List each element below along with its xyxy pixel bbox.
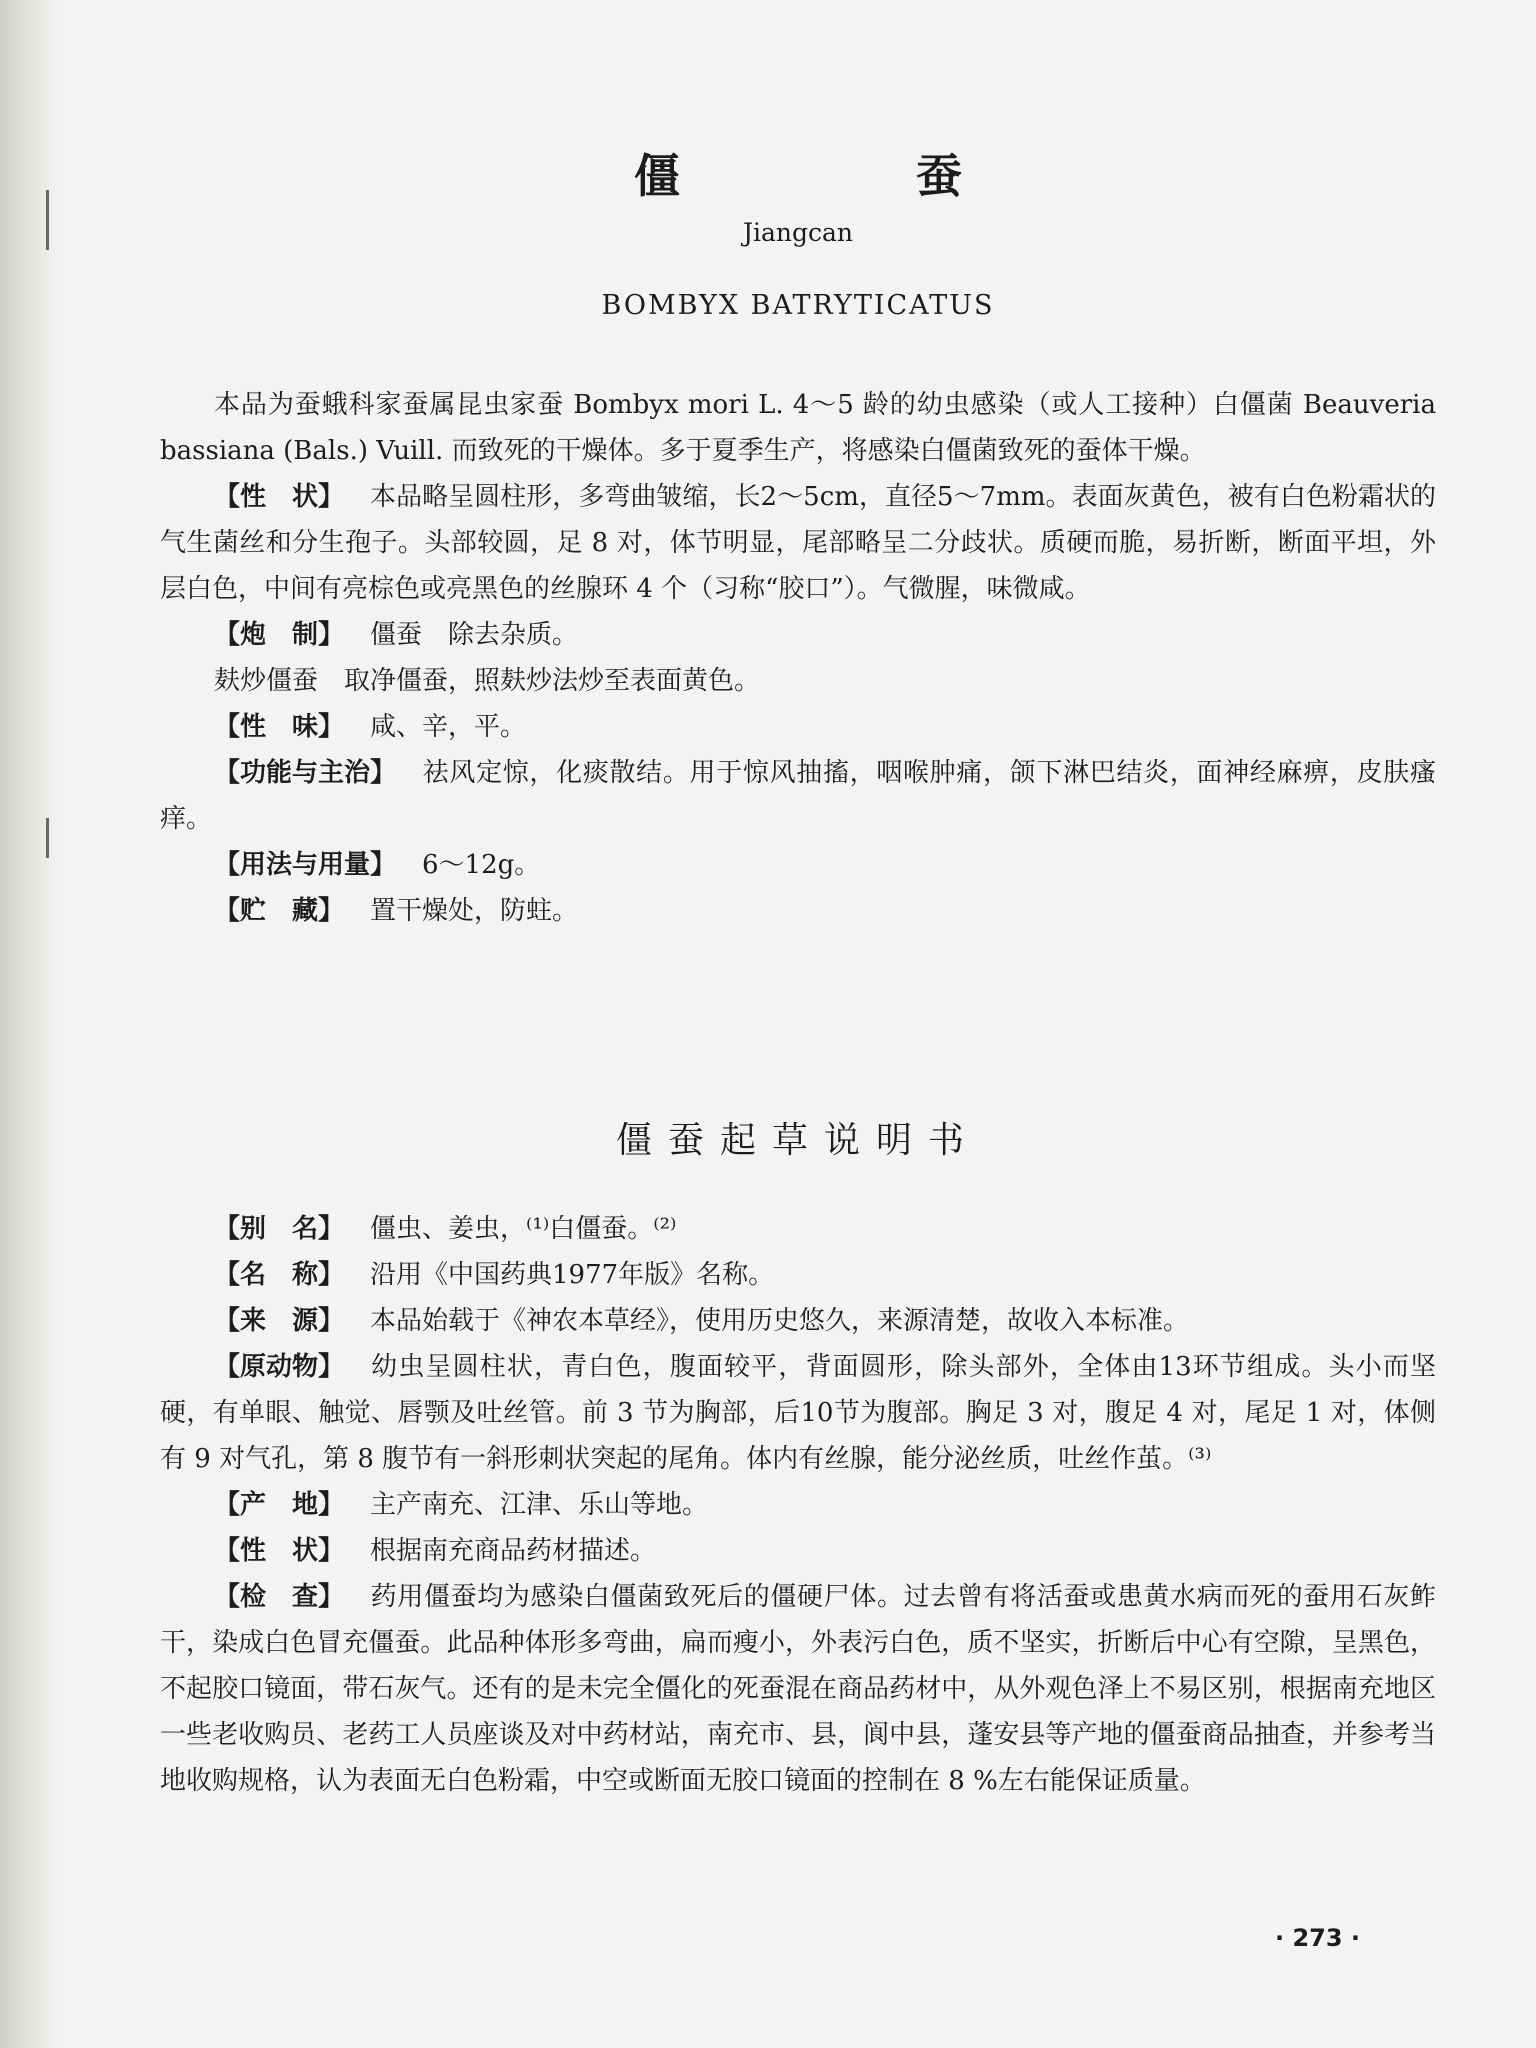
section-text: 置干燥处，防蛀。 — [370, 896, 579, 926]
page-binding-shadow — [0, 0, 60, 2048]
note-alias — [160, 1206, 1436, 1252]
section-text: 6～12g。 — [422, 850, 541, 880]
intro-paragraph: 本品为蚕蛾科家蚕属昆虫家蚕 Bombyx mori L. 4～5 龄的幼虫感染（或人工接种）白僵菌 Beauveria bassiana (Bals.) Vuill. 而致死的干燥体。多于夏季生产，将感染白僵菌致死的蚕体干燥。 — [160, 390, 1436, 466]
note-inspection — [160, 1574, 1436, 1804]
section-dosage — [160, 842, 1436, 888]
note-label: 【性 状】 — [214, 1536, 345, 1566]
note-text: 本品始载于《神农本草经》，使用历史悠久，来源清楚，故收入本标准。 — [370, 1306, 1190, 1336]
latin-title: BOMBYX BATRYTICATUS — [601, 290, 995, 321]
note-label: 【来 源】 — [214, 1306, 345, 1336]
section-processing-bran: 麸炒僵蚕 取净僵蚕，照麸炒法炒至表面黄色。 — [214, 666, 761, 696]
section-text: 咸、辛，平。 — [370, 712, 527, 742]
note-text: 僵虫、姜虫，⁽¹⁾白僵蚕。⁽²⁾ — [370, 1214, 677, 1244]
section-processing — [160, 612, 1436, 658]
note-text: 药用僵蚕均为感染白僵菌致死后的僵硬尸体。过去曾有将活蚕或患黄水病而死的蚕用石灰鲊干，染成白色冒充僵蚕。此品种体形多弯曲，扁而瘦小，外表污白色，质不坚实，折断后中心有空隙，呈黑色，不起胶口镜面，带石灰气。还有的是未完全僵化的死蚕混在商品药材中，从外观色泽上不易区别，根据南充地区一些老收购员、老药工人员座谈及对中药材站，南充市、县，阆中县，蓬安县等产地的僵蚕商品抽查，并参考当地收购规格，认为表面无白色粉霜，中空或断面无胶口镜面的控制在 8 %左右能保证质量。 — [160, 1582, 1436, 1796]
note-text: 幼虫呈圆柱状，青白色，腹面较平，背面圆形，除头部外，全体由13环节组成。头小而坚硬，有单眼、触觉、唇颚及吐丝管。前 3 节为胸部，后10节为腹部。胸足 3 对，腹足 4 对，尾足 1 对，体侧有 9 对气孔，第 8 腹节有一斜形刺状突起的尾角。体内有丝腺，能分泌丝质，吐丝作茧。⁽³⁾ — [160, 1352, 1436, 1474]
section-label: 【性 状】 — [214, 482, 345, 512]
note-origin — [160, 1482, 1436, 1528]
section-text: 僵蚕 除去杂质。 — [370, 620, 579, 650]
page-title: 僵 蚕 — [633, 149, 1072, 203]
page-number: · 273 · — [1275, 1924, 1361, 1952]
note-properties — [160, 1528, 1436, 1574]
page-edge-mark — [46, 818, 49, 858]
section-text: 祛风定惊，化痰散结。用于惊风抽搐，咽喉肿痛，颌下淋巴结炎，面神经麻痹，皮肤瘙痒。 — [160, 758, 1436, 834]
section-text: 本品略呈圆柱形，多弯曲皱缩，长2～5cm，直径5～7mm。表面灰黄色，被有白色粉霜状的气生菌丝和分生孢子。头部较圆，足 8 对，体节明显，尾部略呈二分歧状。质硬而脆，易折断，断面平坦，外层白色，中间有亮棕色或亮黑色的丝腺环 4 个（习称“胶口”）。气微腥，味微咸。 — [160, 482, 1436, 604]
section-label: 【性 味】 — [214, 712, 345, 742]
section-label: 【功能与主治】 — [214, 758, 397, 788]
section-label: 【贮 藏】 — [214, 896, 345, 926]
drafting-notes-title: 僵蚕起草说明书 — [615, 1120, 980, 1161]
note-animal — [160, 1344, 1436, 1482]
drafting-notes-body — [160, 1206, 1436, 1804]
monograph-body — [160, 382, 1436, 934]
note-label: 【产 地】 — [214, 1490, 345, 1520]
note-name — [160, 1252, 1436, 1298]
section-nature — [160, 704, 1436, 750]
note-label: 【检 查】 — [214, 1582, 345, 1612]
note-label: 【名 称】 — [214, 1260, 345, 1290]
note-label: 【别 名】 — [214, 1214, 345, 1244]
note-source — [160, 1298, 1436, 1344]
note-text: 主产南充、江津、乐山等地。 — [370, 1490, 709, 1520]
section-label: 【用法与用量】 — [214, 850, 397, 880]
note-text: 沿用《中国药典1977年版》名称。 — [370, 1260, 775, 1290]
note-label: 【原动物】 — [214, 1352, 345, 1382]
section-properties — [160, 474, 1436, 612]
section-label: 【炮 制】 — [214, 620, 345, 650]
pinyin-title: Jiangcan — [742, 218, 854, 247]
note-text: 根据南充商品药材描述。 — [370, 1536, 657, 1566]
section-functions — [160, 750, 1436, 842]
page-edge-mark — [46, 190, 49, 250]
section-storage — [160, 888, 1436, 934]
